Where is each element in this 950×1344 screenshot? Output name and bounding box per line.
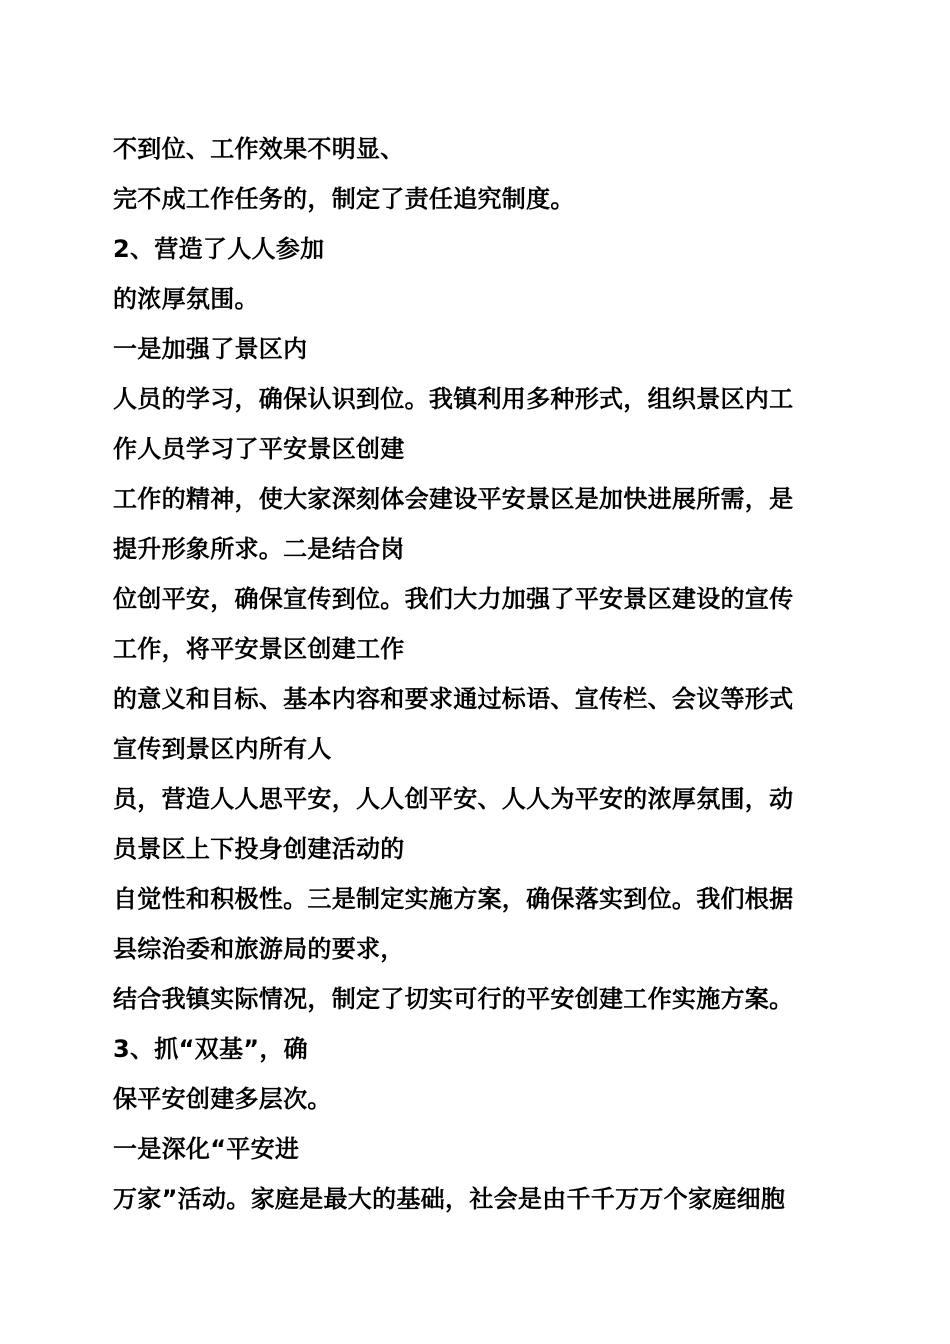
text-line: 宣传到景区内所有人 (113, 735, 332, 763)
text-line: 员景区上下投身创建活动的 (113, 835, 405, 863)
text-line: 工作的精神，使大家深刻体会建设平安景区是加快进展所需，是 (113, 485, 794, 513)
text-line: 保平安创建多层次。 (113, 1085, 332, 1113)
text-line: 工作，将平安景区创建工作 (113, 635, 405, 663)
text-line: 自觉性和积极性。三是制定实施方案，确保落实到位。我们根据 (113, 885, 794, 913)
text-line: 3、抓“双基”，确 (113, 1035, 308, 1063)
text-line: 员，营造人人思平安，人人创平安、人人为平安的浓厚氛围，动 (113, 785, 794, 813)
text-line: 的意义和目标、基本内容和要求通过标语、宣传栏、会议等形式 (113, 685, 794, 713)
text-line: 万家”活动。家庭是最大的基础，社会是由千千万万个家庭细胞 (113, 1185, 786, 1213)
text-line: 的浓厚氛围。 (113, 285, 259, 313)
text-line: 县综治委和旅游局的要求， (113, 935, 405, 963)
text-line: 位创平安，确保宣传到位。我们大力加强了平安景区建设的宣传 (113, 585, 794, 613)
text-line: 2、营造了人人参加 (113, 235, 325, 263)
text-line: 一是加强了景区内 (113, 335, 308, 363)
text-line: 人员的学习，确保认识到位。我镇利用多种形式，组织景区内工 (113, 385, 794, 413)
text-line: 不到位、工作效果不明显、 (113, 135, 405, 163)
text-line: 提升形象所求。二是结合岗 (113, 535, 405, 563)
text-line: 结合我镇实际情况，制定了切实可行的平安创建工作实施方案。 (113, 985, 794, 1013)
text-line: 完不成工作任务的，制定了责任追究制度。 (113, 185, 575, 213)
text-line: 作人员学习了平安景区创建 (113, 435, 405, 463)
text-line: 一是深化“平安进 (113, 1135, 300, 1163)
